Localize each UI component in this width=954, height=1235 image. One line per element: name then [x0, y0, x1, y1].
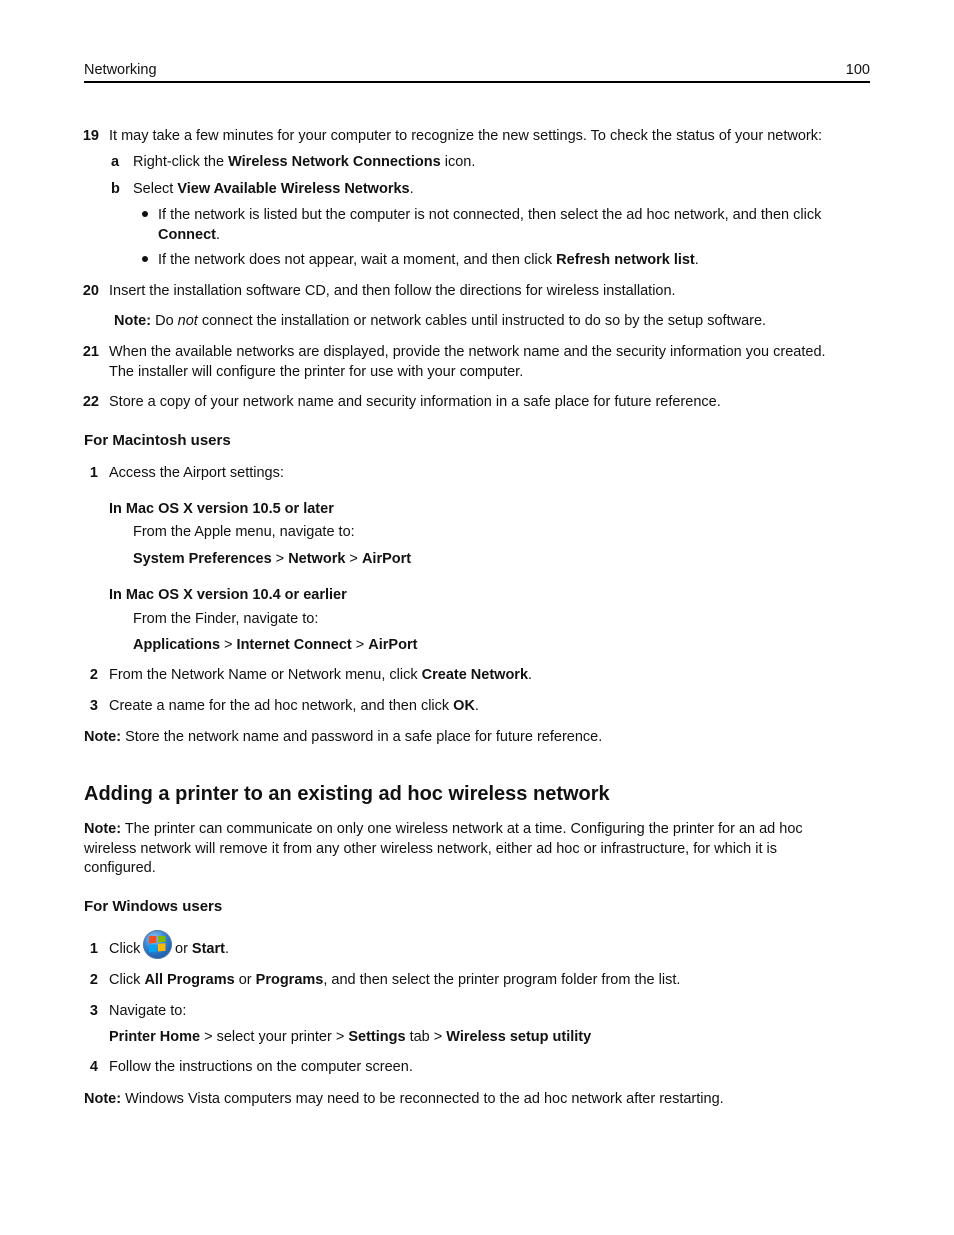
- windows-start-orb-icon[interactable]: [143, 930, 172, 959]
- note: Note: Do not connect the installation or network cables until instructed to do so by the setup software.: [114, 313, 767, 329]
- bullet-text: If the network is listed but the computer is not connected, then select the ad hoc network, and then click: [158, 207, 822, 223]
- substep-letter: b: [111, 181, 120, 197]
- bullet-text: If the network does not appear, wait a moment, and then click Refresh network list.: [158, 252, 699, 268]
- step-text: When the available networks are displayed, provide the network name and the security information you created.: [109, 344, 826, 360]
- menu-path: Applications > Internet Connect > AirPort: [133, 637, 418, 653]
- bullet-text-cont: Connect.: [158, 227, 221, 243]
- section-title: Adding a printer to an existing ad hoc wireless network: [84, 783, 610, 805]
- version-heading: In Mac OS X version 10.5 or later: [109, 501, 334, 517]
- step-number: 19: [82, 128, 99, 144]
- step-text: Navigate to:: [109, 1003, 187, 1019]
- step-number: 2: [89, 972, 98, 988]
- instruction-text: From the Finder, navigate to:: [133, 611, 319, 627]
- note: Note: The printer can communicate on only one wireless network at a time. Configuring the printer for an ad hoc: [84, 821, 803, 837]
- substep-letter: a: [111, 154, 120, 170]
- bullet-dot-icon: [142, 211, 148, 217]
- step-text: Follow the instructions on the computer screen.: [109, 1059, 413, 1075]
- step-text: It may take a few minutes for your computer to recognize the new settings. To check the status of your network:: [109, 128, 822, 144]
- instruction-text: From the Apple menu, navigate to:: [133, 524, 355, 540]
- step-text: Create a name for the ad hoc network, and then click OK.: [109, 698, 479, 714]
- step-number: 3: [89, 698, 98, 714]
- substep-text: Select View Available Wireless Networks.: [133, 181, 414, 197]
- step-number: 4: [89, 1059, 98, 1075]
- step-number: 2: [89, 667, 98, 683]
- menu-path: Printer Home > select your printer > Settings tab > Wireless setup utility: [109, 1029, 592, 1045]
- header-rule: [84, 81, 870, 83]
- note-cont: wireless network will remove it from any other wireless network, either ad hoc or infrastructure, for which it is: [84, 841, 778, 857]
- step-text: From the Network Name or Network menu, click Create Network.: [109, 667, 533, 683]
- step-text-pre: Click: [109, 941, 141, 957]
- step-text-cont: The installer will configure the printer for use with your computer.: [109, 364, 524, 380]
- step-text: Click All Programs or Programs, and then select the printer program folder from the list.: [109, 972, 681, 988]
- bullet-dot-icon: [142, 256, 148, 262]
- step-number: 20: [82, 283, 99, 299]
- step-number: 21: [82, 344, 99, 360]
- note: Note: Store the network name and password in a safe place for future reference.: [84, 729, 603, 745]
- step-text: Access the Airport settings:: [109, 465, 284, 481]
- step-number: 1: [89, 941, 98, 957]
- version-heading: In Mac OS X version 10.4 or earlier: [109, 587, 347, 603]
- subsection-heading: For Windows users: [84, 898, 223, 915]
- subsection-heading: For Macintosh users: [84, 432, 231, 449]
- running-header: Networking: [84, 62, 157, 78]
- step-text: Insert the installation software CD, and then follow the directions for wireless installation.: [109, 283, 676, 299]
- page-number: 100: [845, 62, 870, 78]
- step-text: Store a copy of your network name and security information in a safe place for future reference.: [109, 394, 721, 410]
- substep-text: Right-click the Wireless Network Connections icon.: [133, 154, 476, 170]
- step-number: 22: [82, 394, 99, 410]
- step-number: 1: [89, 465, 98, 481]
- note: Note: Windows Vista computers may need to be reconnected to the ad hoc network after restarting.: [84, 1091, 724, 1107]
- step-text-post: or Start.: [175, 941, 229, 957]
- step-number: 3: [89, 1003, 98, 1019]
- menu-path: System Preferences > Network > AirPort: [133, 551, 412, 567]
- note-cont: configured.: [84, 860, 156, 876]
